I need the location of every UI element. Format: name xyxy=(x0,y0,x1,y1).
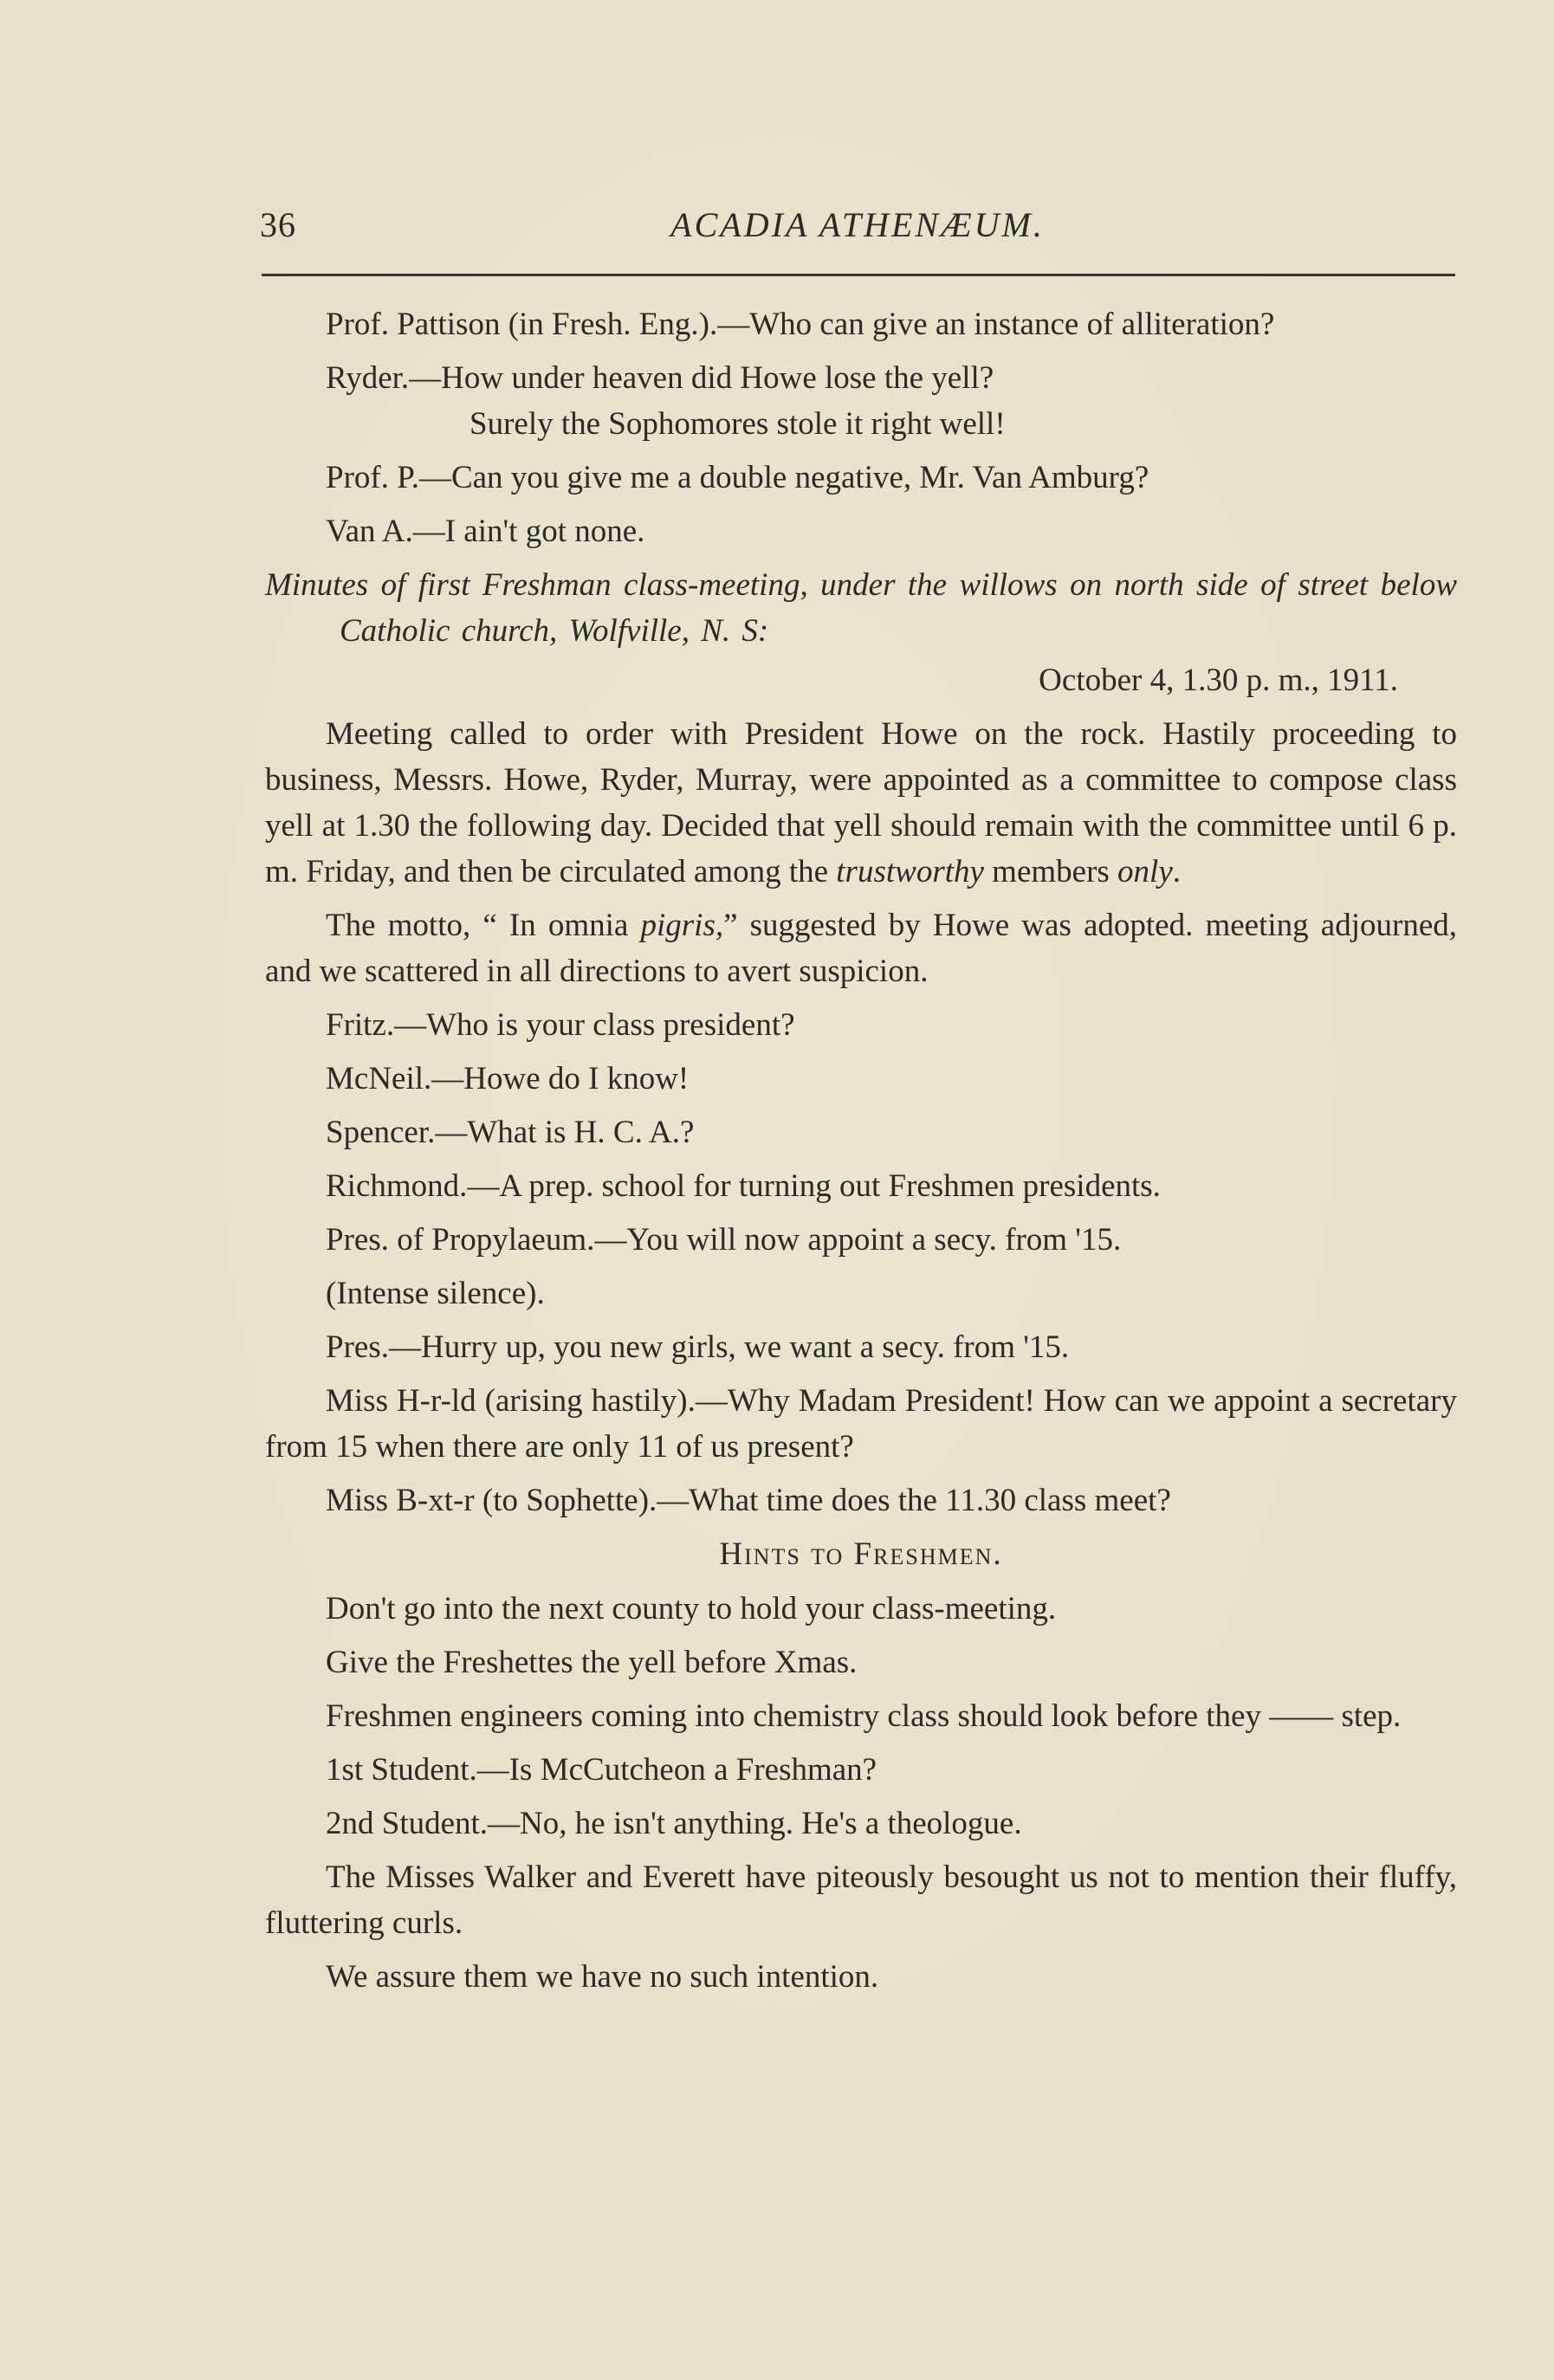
paragraph-spencer: Spencer.—What is H. C. A.? xyxy=(326,1115,695,1150)
motto-italic: pigris, xyxy=(640,908,724,943)
paragraph-ryder: Ryder.—How under heaven did Howe lose the yell? xyxy=(326,360,994,396)
paragraph-pres: Pres.—Hurry up, you new girls, we want a secy. from '15. xyxy=(326,1329,1070,1365)
paragraph-miss-h: Miss H-r-ld (arising hastily).—Why Madam President! How can we appoint a secretary from 15 when there are only 11 of us present? xyxy=(265,1383,1457,1465)
paragraph-pattison: Prof. Pattison (in Fresh. Eng.).—Who can give an instance of alliteration? xyxy=(326,307,1275,342)
paragraph-fritz: Fritz.—Who is your class president? xyxy=(326,1007,795,1043)
paragraph-student-1: 1st Student.—Is McCutcheon a Freshman? xyxy=(326,1752,877,1788)
minutes-heading: Minutes of first Freshman class-meeting, under the willows on north side of street below Catholic church, Wolfville, N. S: xyxy=(265,567,1457,649)
meeting-text-a: Meeting called to order with President Howe on the rock. Hastily proceeding to business, Messrs. Howe, Ryder, Murray, were appointed as a committee to compose class yell at 1.30 the following day. Decided that yell should remain with the committee until 6 p. m. Friday, and then be circulated among the xyxy=(265,716,1457,889)
paragraph-propylaeum: Pres. of Propylaeum.—You will now appoint a secy. from '15. xyxy=(326,1222,1122,1258)
paragraph-miss-b: Miss B-xt-r (to Sophette).—What time does the 11.30 class meet? xyxy=(326,1483,1171,1518)
meeting-italic-trustworthy: trustworthy xyxy=(836,854,984,889)
verse-line: Surely the Sophomores stole it right well! xyxy=(469,406,1006,442)
article-body xyxy=(265,301,1457,2008)
motto-text-b: ” suggested by Howe was adopted. meeting adjourned, and we scattered in all directions to avert suspicion. xyxy=(265,908,1457,989)
meeting-text-c: . xyxy=(1172,854,1181,889)
minutes-date: October 4, 1.30 p. m., 1911. xyxy=(1039,663,1398,698)
paragraph-van-a: Van A.—I ain't got none. xyxy=(326,514,645,549)
paragraph-mcneil: McNeil.—Howe do I know! xyxy=(326,1061,690,1096)
motto-text-a: The motto, “ In omnia xyxy=(326,908,641,943)
paragraph-prof-p: Prof. P.—Can you give me a double negative, Mr. Van Amburg? xyxy=(326,460,1149,495)
paragraph-motto xyxy=(265,902,1457,994)
paragraph-hint-3: Freshmen engineers coming into chemistry class should look before they —— step. xyxy=(326,1698,1402,1734)
page-number: 36 xyxy=(260,205,296,244)
paragraph-misses: The Misses Walker and Everett have piteously besought us not to mention their fluffy, fluttering curls. xyxy=(265,1859,1457,1941)
paragraph-hint-2: Give the Freshettes the yell before Xmas. xyxy=(326,1645,858,1680)
running-head: ACADIA ATHENÆUM. xyxy=(670,205,1045,244)
paragraph-richmond: Richmond.—A prep. school for turning out Freshmen presidents. xyxy=(326,1168,1161,1204)
paragraph-hint-1: Don't go into the next county to hold your class-meeting. xyxy=(326,1591,1057,1627)
section-heading-hints: Hints to Freshmen. xyxy=(719,1536,1003,1572)
paragraph-silence: (Intense silence). xyxy=(326,1276,545,1311)
meeting-text-b: members xyxy=(983,854,1118,889)
header-rule xyxy=(262,274,1455,276)
paragraph-student-2: 2nd Student.—No, he isn't anything. He's a theologue. xyxy=(326,1806,1022,1841)
meeting-italic-only: only xyxy=(1117,854,1173,889)
page-header xyxy=(260,204,1455,256)
paragraph-meeting xyxy=(265,711,1457,895)
paragraph-assure: We assure them we have no such intention. xyxy=(326,1959,879,1995)
